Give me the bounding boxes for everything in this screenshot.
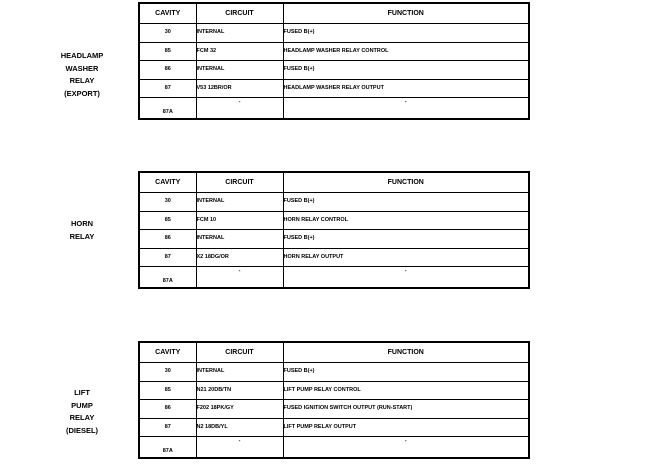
circuit-cell: INTERNAL	[196, 24, 283, 43]
circuit-cell: FCM 32	[196, 42, 283, 61]
circuit-cell: N2 18DB/YL	[196, 418, 283, 437]
table-row	[139, 79, 529, 98]
cavity-cell: 86	[139, 230, 196, 249]
table-header-row	[139, 342, 529, 363]
function-cell: HEADLAMP WASHER RELAY OUTPUT	[283, 79, 529, 98]
cavity-cell: 86	[139, 400, 196, 419]
circuit-cell: INTERNAL	[196, 230, 283, 249]
function-cell: HORN RELAY OUTPUT	[283, 248, 529, 267]
function-cell: -	[283, 98, 529, 119]
relay-label-line: RELAY	[69, 76, 95, 85]
relay-label-line: WASHER	[65, 63, 99, 73]
pinout-table	[138, 171, 530, 289]
table-row	[139, 61, 529, 80]
circuit-cell: FCM 10	[196, 211, 283, 230]
function-cell: LIFT PUMP RELAY CONTROL	[283, 381, 529, 400]
function-cell: -	[283, 267, 529, 288]
pinout-table	[138, 2, 530, 120]
table-row	[139, 363, 529, 382]
relay-label-line: RELAY	[69, 413, 95, 422]
header-cavity: CAVITY	[139, 3, 196, 24]
circuit-cell: X2 18DG/OR	[196, 248, 283, 267]
relay-label-line: HORN	[70, 219, 94, 228]
table-row	[139, 400, 529, 419]
table-row	[139, 42, 529, 61]
cavity-cell: 85	[139, 211, 196, 230]
header-function: FUNCTION	[283, 342, 529, 363]
function-cell: FUSED B(+)	[283, 24, 529, 43]
cavity-cell: 87	[139, 248, 196, 267]
table-row	[139, 230, 529, 249]
circuit-cell: N21 20DB/TN	[196, 381, 283, 400]
cavity-cell: 30	[139, 24, 196, 43]
table-row	[139, 24, 529, 43]
function-cell: HORN RELAY CONTROL	[283, 211, 529, 230]
function-cell: HEADLAMP WASHER RELAY CONTROL	[283, 42, 529, 61]
relay-label-line: PUMP	[71, 400, 93, 410]
cavity-cell: 85	[139, 42, 196, 61]
relay-label	[20, 218, 144, 243]
pinout-table	[138, 341, 530, 459]
header-cavity: CAVITY	[139, 172, 196, 193]
relay-label	[20, 50, 144, 100]
circuit-cell: -	[196, 98, 283, 119]
table-row	[139, 193, 529, 212]
function-cell: FUSED IGNITION SWITCH OUTPUT (RUN-START)	[283, 400, 529, 419]
cavity-cell: 30	[139, 193, 196, 212]
function-cell: FUSED B(+)	[283, 363, 529, 382]
table-row	[139, 98, 529, 119]
cavity-cell: 86	[139, 61, 196, 80]
relay-label-line: HEADLAMP	[60, 51, 104, 60]
table-header-row	[139, 3, 529, 24]
header-circuit: CIRCUIT	[196, 172, 283, 193]
circuit-cell: INTERNAL	[196, 193, 283, 212]
circuit-cell: V53 12BR/OR	[196, 79, 283, 98]
relay-label-line: (EXPORT)	[64, 88, 100, 98]
table-row	[139, 248, 529, 267]
function-cell: -	[283, 437, 529, 458]
header-function: FUNCTION	[283, 172, 529, 193]
cavity-cell: 87A	[139, 98, 196, 119]
circuit-cell: -	[196, 267, 283, 288]
table-row	[139, 211, 529, 230]
relay-label-line: RELAY	[69, 231, 95, 241]
circuit-cell: INTERNAL	[196, 363, 283, 382]
cavity-cell: 85	[139, 381, 196, 400]
header-cavity: CAVITY	[139, 342, 196, 363]
cavity-cell: 87	[139, 418, 196, 437]
table-row	[139, 437, 529, 458]
relay-label-line: (DIESEL)	[65, 425, 99, 435]
function-cell: FUSED B(+)	[283, 61, 529, 80]
header-circuit: CIRCUIT	[196, 3, 283, 24]
table-row	[139, 267, 529, 288]
table-header-row	[139, 172, 529, 193]
function-cell: FUSED B(+)	[283, 193, 529, 212]
circuit-cell: -	[196, 437, 283, 458]
cavity-cell: 30	[139, 363, 196, 382]
table-row	[139, 418, 529, 437]
table-row	[139, 381, 529, 400]
cavity-cell: 87	[139, 79, 196, 98]
relay-label	[20, 387, 144, 437]
function-cell: LIFT PUMP RELAY OUTPUT	[283, 418, 529, 437]
header-circuit: CIRCUIT	[196, 342, 283, 363]
relay-label-line: LIFT	[74, 388, 90, 397]
function-cell: FUSED B(+)	[283, 230, 529, 249]
circuit-cell: INTERNAL	[196, 61, 283, 80]
header-function: FUNCTION	[283, 3, 529, 24]
circuit-cell: F202 18PK/GY	[196, 400, 283, 419]
cavity-cell: 87A	[139, 267, 196, 288]
cavity-cell: 87A	[139, 437, 196, 458]
